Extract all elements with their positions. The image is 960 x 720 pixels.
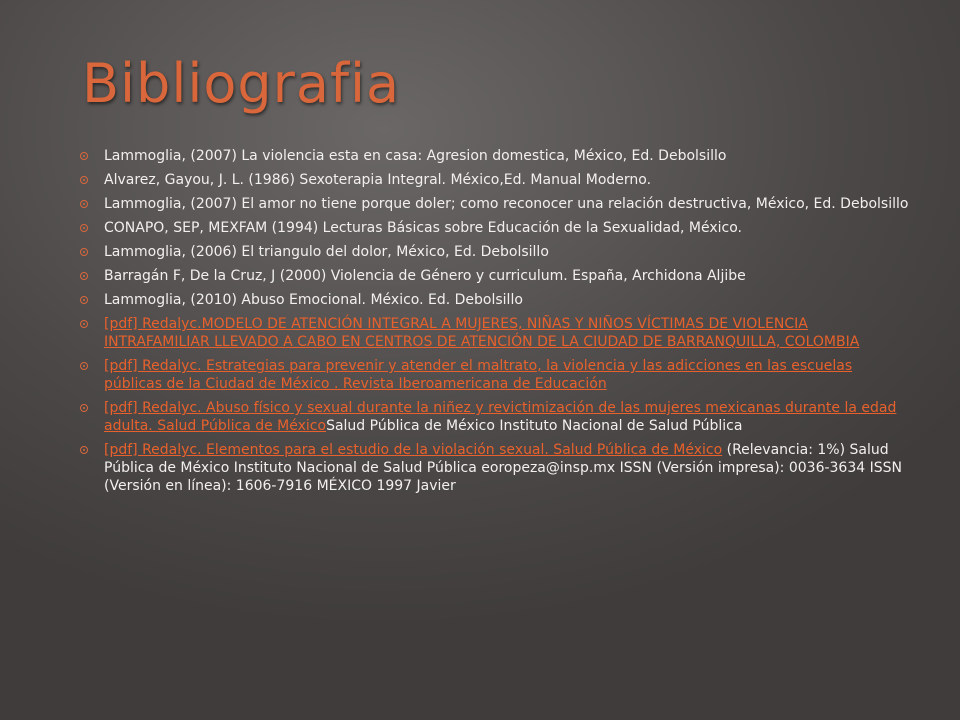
circle-bullet-icon [80, 248, 88, 256]
list-item [80, 171, 910, 189]
list-item [80, 315, 910, 351]
circle-bullet-icon [80, 446, 88, 454]
circle-bullet-icon [80, 200, 88, 208]
list-item [80, 147, 910, 165]
list-item [80, 267, 910, 285]
list-item [80, 441, 910, 495]
reference-text: Alvarez, Gayou, J. L. (1986) Sexoterapia Integral. México,Ed. Manual Moderno. [104, 172, 652, 188]
reference-link[interactable]: [pdf] Redalyc. Elementos para el estudio de la violación sexual. Salud Pública de México [104, 442, 723, 458]
circle-bullet-icon [80, 404, 88, 412]
bibliography-list [80, 147, 910, 501]
circle-bullet-icon [80, 362, 88, 370]
circle-bullet-icon [80, 224, 88, 232]
circle-bullet-icon [80, 176, 88, 184]
reference-link[interactable]: [pdf] Redalyc. Estrategias para prevenir y atender el maltrato, la violencia y las adicciones en las escuelas públicas de la Ciudad de México . Revista Iberoamericana de Educación [104, 358, 853, 392]
reference-text: Lammoglia, (2007) La violencia esta en casa: Agresion domestica, México, Ed. Debolsillo [104, 148, 727, 164]
reference-link[interactable]: [pdf] Redalyc.MODELO DE ATENCIÓN INTEGRAL A MUJERES, NIÑAS Y NIÑOS VÍCTIMAS DE VIOLENCIA INTRAFAMILIAR LLEVADO A CABO EN CENTROS DE ATENCIÓN DE LA CIUDAD DE BARRANQUILLA, COLOMBIA [104, 316, 860, 350]
list-item [80, 399, 910, 435]
reference-text: Lammoglia, (2006) El triangulo del dolor, México, Ed. Debolsillo [104, 244, 549, 260]
list-item [80, 243, 910, 261]
circle-bullet-icon [80, 272, 88, 280]
reference-link[interactable]: [pdf] Redalyc. Abuso físico y sexual durante la niñez y revictimización de las mujeres mexicanas durante la edad adulta. Salud Pública de México [104, 400, 897, 434]
page-title: Bibliografia [82, 52, 401, 115]
reference-text: Salud Pública de México Instituto Nacional de Salud Pública [326, 418, 743, 434]
list-item [80, 357, 910, 393]
reference-text: Lammoglia, (2007) El amor no tiene porque doler; como reconocer una relación destructiva, México, Ed. Debolsillo [104, 196, 909, 212]
circle-bullet-icon [80, 152, 88, 160]
list-item [80, 291, 910, 309]
circle-bullet-icon [80, 320, 88, 328]
reference-text: Lammoglia, (2010) Abuso Emocional. México. Ed. Debolsillo [104, 292, 523, 308]
reference-text: CONAPO, SEP, MEXFAM (1994) Lecturas Básicas sobre Educación de la Sexualidad, México. [104, 220, 742, 236]
reference-text: Barragán F, De la Cruz, J (2000) Violencia de Género y curriculum. España, Archidona Aljibe [104, 268, 746, 284]
list-item [80, 219, 910, 237]
reference-text: (Relevancia: 1%) Salud Pública de México Instituto Nacional de Salud Pública eoropeza@insp.mx ISSN (Versión impresa): 0036-3634 ISSN (Versión en línea): 1606-7916 MÉXICO 1997 Javier [104, 442, 902, 494]
circle-bullet-icon [80, 296, 88, 304]
list-item [80, 195, 910, 213]
